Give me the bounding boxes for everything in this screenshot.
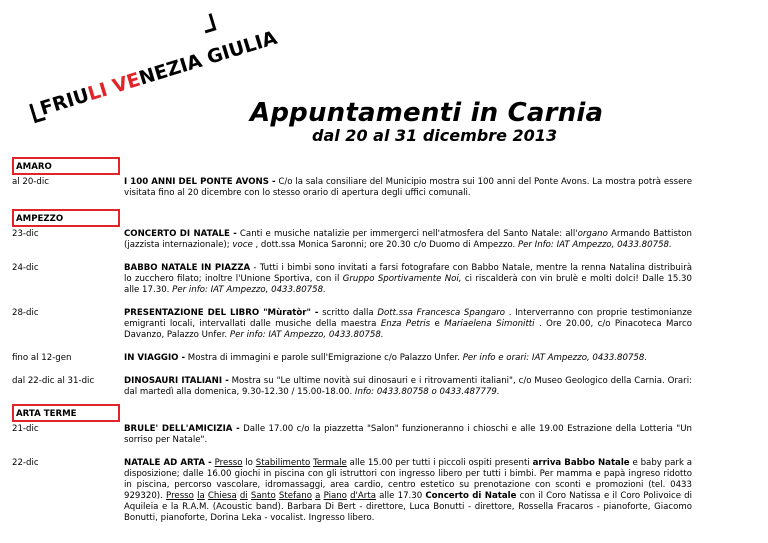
event-date: 24-dic — [12, 263, 39, 273]
friuli-venezia-giulia-logo — [18, 22, 280, 120]
event-row — [12, 177, 692, 199]
event-description: IN VIAGGIO - Mostra di immagini e parole sull'Emigrazione c/o Palazzo Unfer. Per info e orari: IAT Ampezzo, 0433.80758. — [124, 353, 648, 363]
page-subtitle: dal 20 al 31 dicembre 2013 — [312, 126, 558, 145]
event-description: CONCERTO DI NATALE - Canti e musiche natalizie per immergerci nell'atmosfera del Santo Natale: all'organo Armando Battiston (jazzista internazionale); voce , dott.ssa Monica Saronni; ore 20.30 c/o Duomo di Ampezzo. Per Info: IAT Ampezzo, 0433.80758. — [124, 229, 692, 250]
event-date: 28-dic — [12, 308, 39, 318]
event-description: NATALE AD ARTA - Presso lo Stabilimento Termale alle 15.00 per tutti i piccoli ospiti presenti arriva Babbo Natale e baby park a disposizione; dalle 16.00 giochi in piscina con gli istruttori con ingresso libero per tutti i bimbi. Per mamma e papà ingreso ridotto in piscina, percorso vascolare, idromassaggi, area cardio, centro estetico su prenotazione con sconti e promozioni (tel. 0433 929320). Presso la Chiesa di Santo Stefano a Piano d'Arta alle 17.30 Concerto di Natale con il Coro Natissa e il Coro Polivoice di Aquileia e la R.A.M. (Acoustic band). Barbara Di Bert - direttore, Luca Bonutti - direttore, Rossella Fracaros - pianoforte, Giacomo Bonutti, pianoforte, Dorina Leka - vocalist. Ingresso libero. — [124, 458, 693, 523]
event-date: al 20-dic — [12, 177, 49, 187]
section-label-ampezzo: AMPEZZO — [12, 209, 120, 227]
page-title: Appuntamenti in Carnia — [250, 98, 604, 128]
event-row — [12, 353, 692, 364]
event-date: fino al 12-gen — [12, 353, 72, 363]
event-description: BABBO NATALE IN PIAZZA - Tutti i bimbi sono invitati a farsi fotografare con Babbo Natale, mentre la renna Natalina distribuirà lo zucchero filato; inoltre l'Unione Sportiva, con il Gruppo Sportivamente Noi, ci riscalderà con vin brulè e molti dolci! Dalle 15.30 alle 17.30. Per info: IAT Ampezzo, 0433.80758. — [124, 263, 692, 295]
event-row — [12, 308, 692, 341]
event-row — [12, 376, 692, 398]
section-label-amaro: AMARO — [12, 157, 120, 175]
event-description: DINOSAURI ITALIANI - Mostra su "Le ultime novità sui dinosauri e i ritrovamenti italiani", c/o Museo Geologico della Carnia. Orari: dal martedì alla domenica, 9.30-12.30 / 15.00-18.00. Info: 0433.80758 o 0433.487779. — [124, 376, 692, 397]
event-date: 21-dic — [12, 424, 39, 434]
event-row — [12, 424, 692, 446]
event-row — [12, 458, 692, 524]
event-row — [12, 229, 692, 251]
event-date: 23-dic — [12, 229, 39, 239]
event-description: I 100 ANNI DEL PONTE AVONS - C/o la sala consiliare del Municipio mostra sui 100 anni del Ponte Avons. La mostra potrà essere visitata fino al 20 dicembre con lo stesso orario di apertura degli uffici comunali. — [124, 177, 692, 198]
event-description: BRULE' DELL'AMICIZIA - Dalle 17.00 c/o la piazzetta "Salon" funzioneranno i chioschi e alle 19.00 Estrazione della Lotteria "Un sorriso per Natale". — [124, 424, 692, 445]
event-date: dal 22-dic al 31-dic — [12, 376, 95, 386]
section-label-arta-terme: ARTA TERME — [12, 404, 120, 422]
event-date: 22-dic — [12, 458, 39, 468]
events-list — [12, 157, 692, 524]
event-row — [12, 263, 692, 296]
logo-text: FRIULI VENEZIA GIULIA — [37, 26, 280, 120]
event-description: PRESENTAZIONE DEL LIBRO "Mùratòr" - scritto dalla Dott.ssa Francesca Spangaro . Interverranno con proprie testimonianze emigranti locali, intervallati dalle musiche della maestra Enza Petris e Mariaelena Simonitti . Ore 20.00, c/o Pinacoteca Marco Davanzo, Palazzo Unfer. Per info: IAT Ampezzo, 0433.80758. — [124, 308, 692, 340]
logo-bracket-right — [200, 14, 214, 32]
